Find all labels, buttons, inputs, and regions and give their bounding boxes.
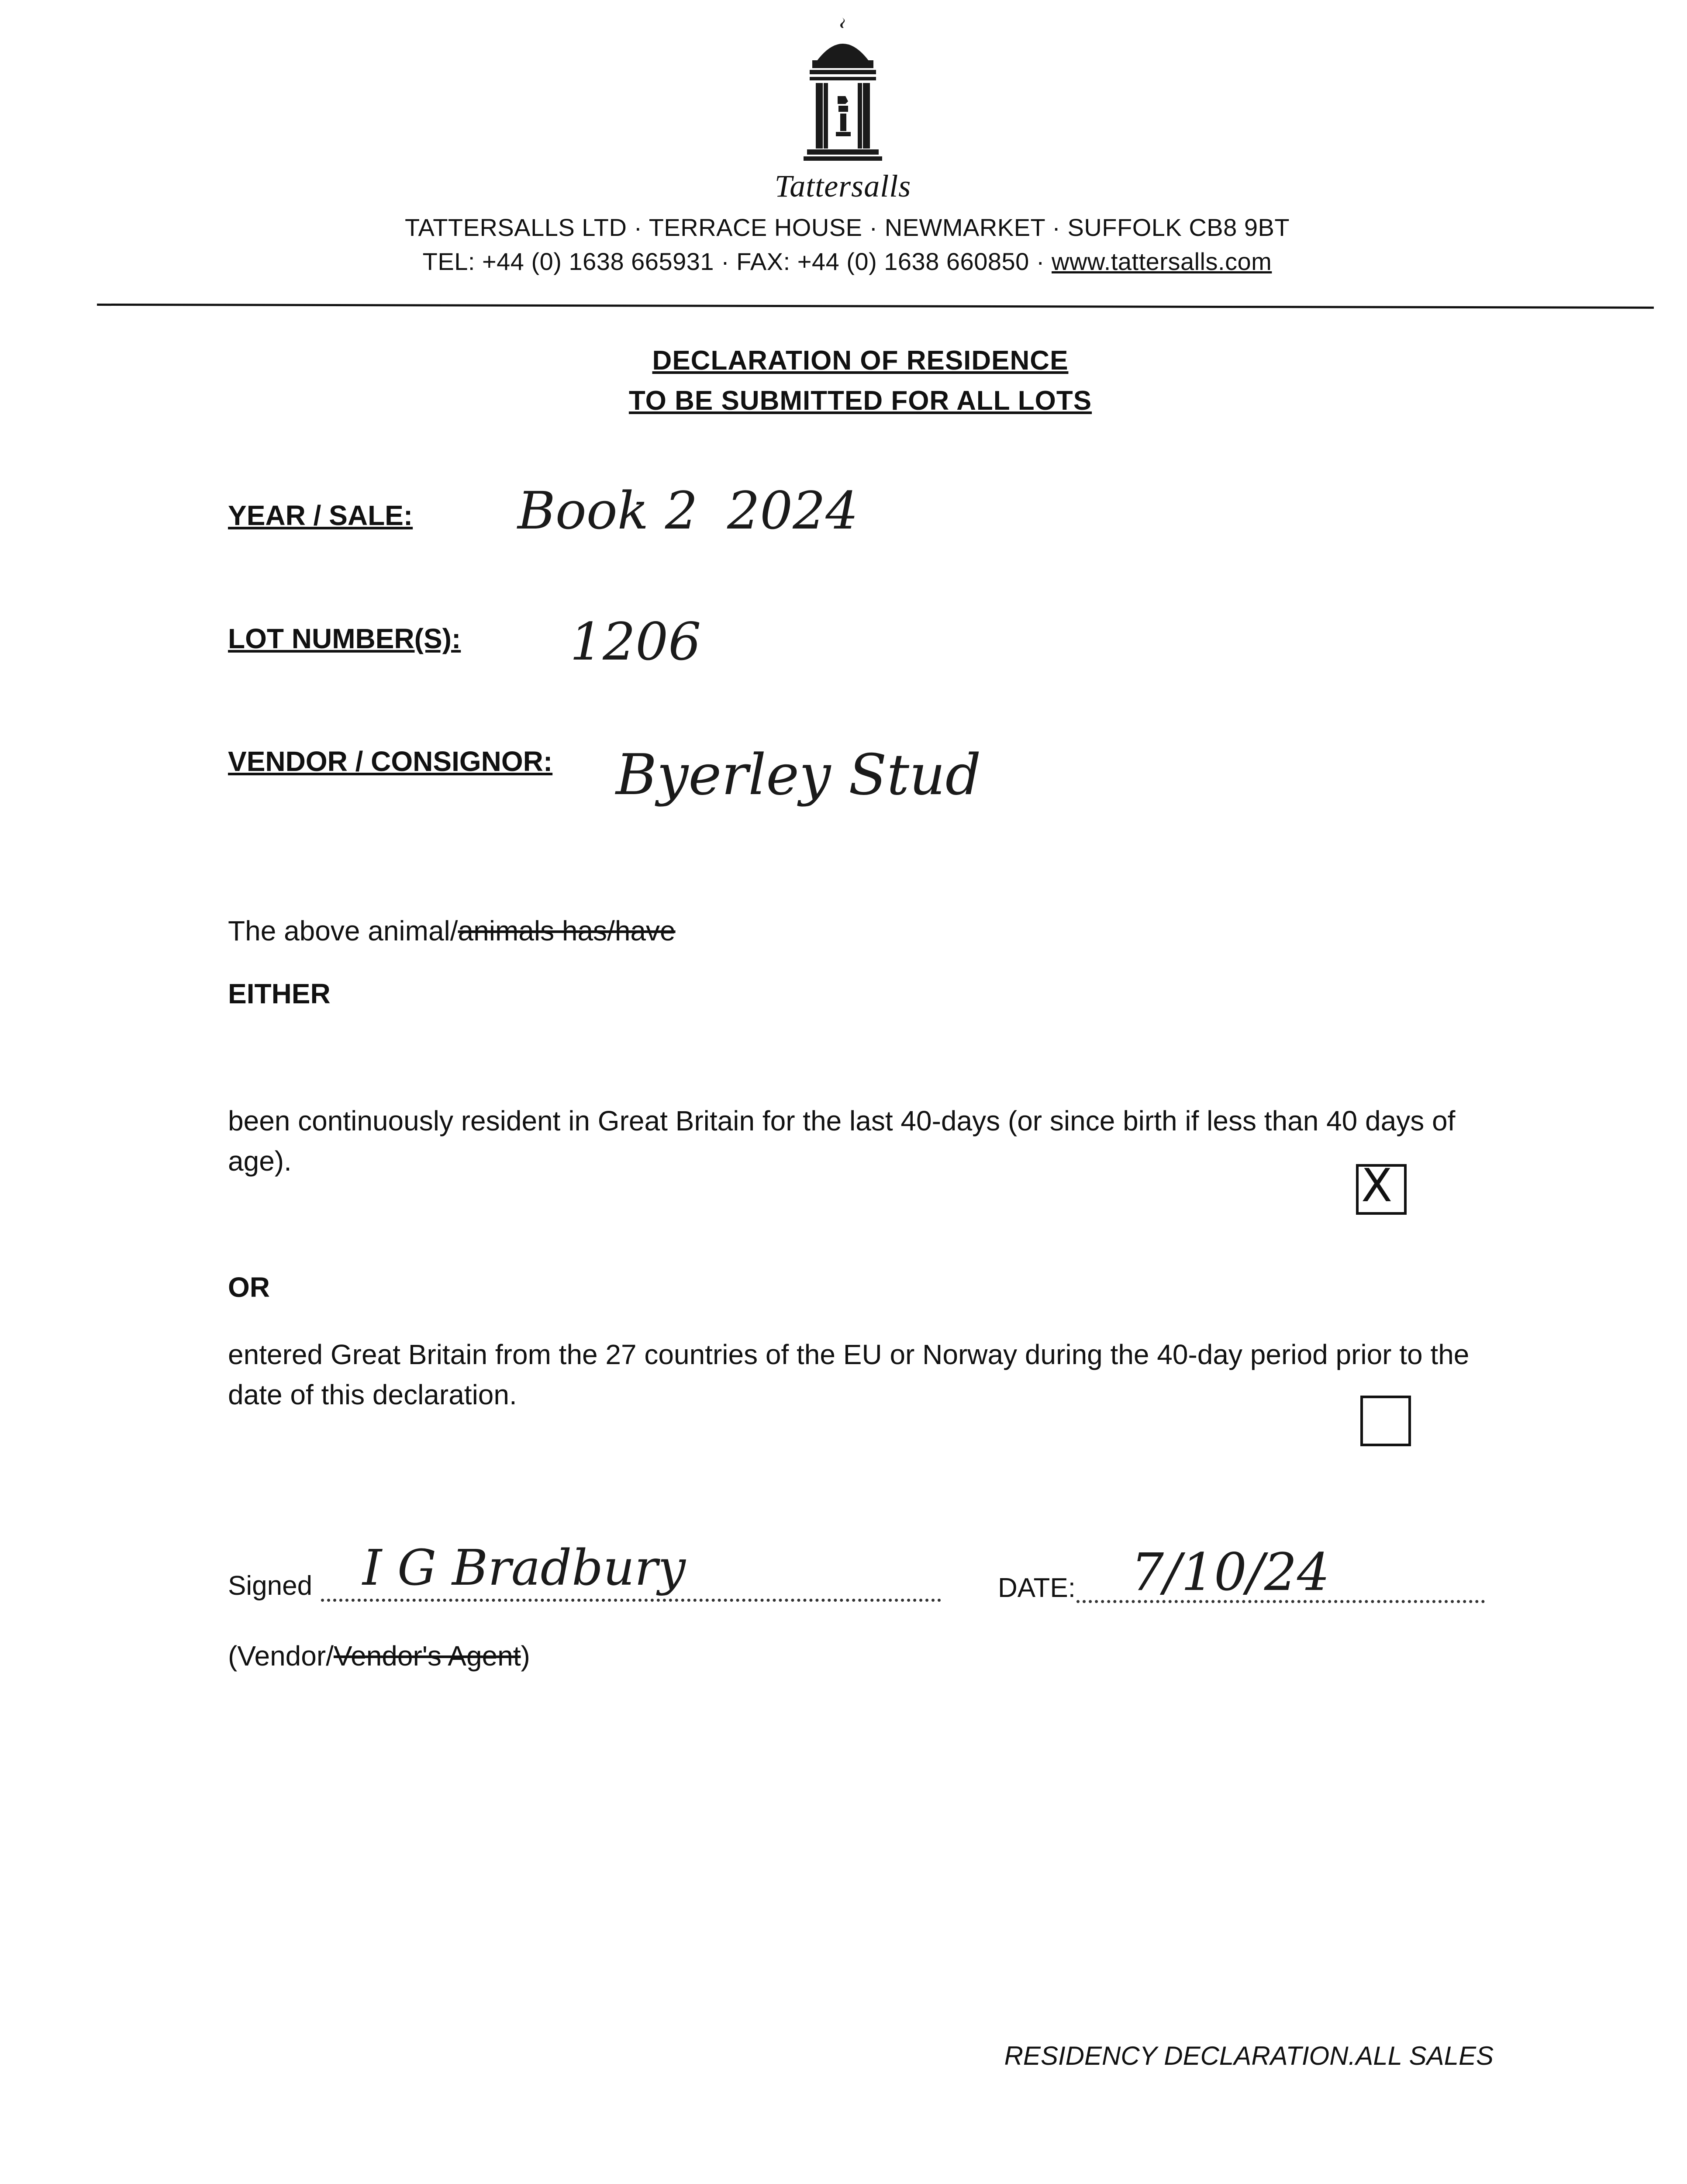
role-struck: Vendor's Agent <box>333 1640 521 1672</box>
website-link[interactable]: www.tattersalls.com <box>1052 248 1272 275</box>
tattersalls-logo <box>804 13 882 177</box>
vendor-label: VENDOR / CONSIGNOR: <box>228 746 553 777</box>
brand-name: Tattersalls <box>774 169 911 204</box>
signature-line <box>321 1599 941 1602</box>
vendor-value: Byerley Stud <box>616 743 981 808</box>
year-sale-value-book: Book 2 <box>517 480 698 541</box>
contact-numbers: TEL: +44 (0) 1638 665931 · FAX: +44 (0) 1638 660850 · <box>422 248 1052 275</box>
intro-kept: The above animal/ <box>228 915 458 947</box>
page-subtitle: TO BE SUBMITTED FOR ALL LOTS <box>628 386 1092 416</box>
lot-number-value: 1206 <box>570 612 701 672</box>
page-title: DECLARATION OF RESIDENCE <box>652 346 1069 376</box>
footer-label: RESIDENCY DECLARATION.ALL SALES <box>1004 2041 1494 2070</box>
option2-text: entered Great Britain from the 27 countries of the EU or Norway during the 40-day period prior to the date of this declaration. <box>228 1339 1470 1410</box>
date-value: 7/10/24 <box>1131 1542 1330 1602</box>
contact-line <box>306 247 1389 276</box>
option1-text: been continuously resident in Great Britain for the last 40-days (or since birth if less than 40 days of age). <box>228 1105 1456 1177</box>
year-sale-value-year: 2024 <box>727 480 859 541</box>
address-line: TATTERSALLS LTD · TERRACE HOUSE · NEWMARKET · SUFFOLK CB8 9BT <box>404 214 1290 241</box>
intro-struck: animals has/have <box>458 915 676 947</box>
role-open: (Vendor/ <box>228 1640 334 1672</box>
year-sale-label: YEAR / SALE: <box>228 500 413 531</box>
role-close: ) <box>521 1640 530 1672</box>
signer-role <box>228 1636 530 1676</box>
option1-checkbox[interactable] <box>1356 1159 1407 1215</box>
option1-check-mark: X <box>1361 1159 1393 1212</box>
header-divider <box>97 304 1654 309</box>
option2-checkbox[interactable] <box>1360 1396 1411 1446</box>
intro-statement <box>228 911 676 951</box>
signature-value: I G Bradbury <box>362 1540 686 1597</box>
either-label: EITHER <box>228 978 331 1009</box>
or-label: OR <box>228 1272 270 1303</box>
lot-number-label: LOT NUMBER(S): <box>228 623 461 654</box>
signed-label: Signed <box>228 1571 313 1601</box>
date-label: DATE: <box>998 1573 1076 1603</box>
